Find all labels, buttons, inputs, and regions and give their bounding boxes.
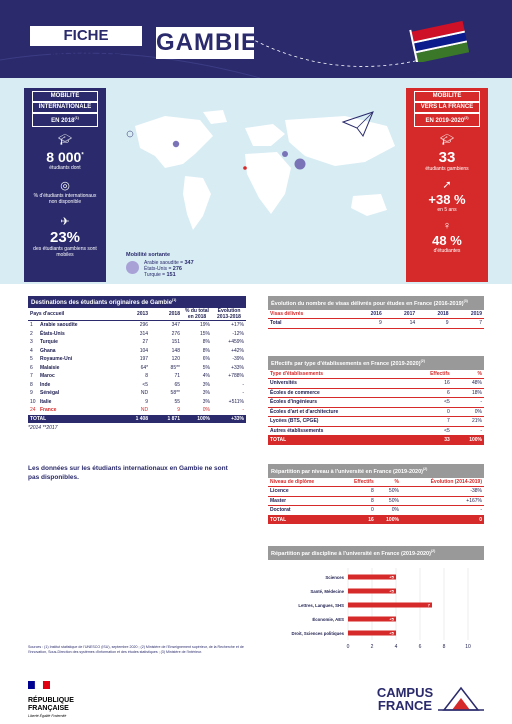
table-row: 5 Royaume-Uni 197 120 6% -39% [30, 356, 244, 362]
plane-icon: ✈︎ [60, 216, 70, 228]
table-row: TOTAL 16 100% 0 [270, 516, 482, 523]
international-pct-label: % d'étudiants internationaux non disponible [33, 193, 97, 205]
table-row: 8 Inde <5 65 3% - [30, 381, 244, 388]
visas-table: Visas délivrés 2016 2017 2018 2019 Total 9 14 9 7 [270, 310, 482, 327]
x-tick-label: 2 [370, 643, 374, 650]
women-pct-label: d'étudiantes [433, 248, 461, 254]
niveau-title: Répartition par niveau à l'université en France (2019-2020)$^{(2)}$ [268, 464, 484, 478]
effectifs-table: Type d'établissements Effectifs % Universités 16 48% Écoles de commerce 6 18% Écoles d'ingénieurs <5 - Écoles d'art et d'architecture 0 0% Lycées (BTS, CPGE) 7 21% Autres établissements <5 - TOTAL 33 100% [270, 370, 482, 444]
destinations-note: *2014 **2017 [28, 425, 58, 431]
mobile-pct-label: des étudiants gambiens sont mobiles [33, 246, 97, 258]
table-row: TOTAL 1 408 1 871 100% +33% [30, 415, 244, 422]
table-row: 9 Sénégal ND 58** 3% - [30, 390, 244, 396]
female-symbol-icon: ♀ [442, 220, 452, 232]
france-mobility-heading: MOBILITÉ VERS LA FRANCE EN 2019-2020$^{(2)}$ [406, 88, 488, 127]
table-row: 7 Maroc 8 71 4% +788% [30, 373, 244, 379]
niveau-table: Niveau de diplôme Effectifs % Évolution (2014-2019) Licence 8 50% -38% Master 8 50% +167% Doctorat 0 0% - TOTAL 16 100% 0 [270, 478, 482, 523]
destinations-title: Destinations des étudiants originaires de Gambie$^{(1)}$ [28, 296, 246, 308]
destinations-table: Pays d'accueil 2013 2018 % du total en 2018 Évolution 2013-2018 1 Arabie saoudite 296 347 19% +17% 2 États-Unis 314 276 15% -12% 3 Turquie 27 151 8% +459% 4 Ghana 104 148 8% +42% 5 Royaume-Uni 197 120 6% -39% 6 Malaisie 64* 85** 5% +33% 7 Maroc 8 71 4% +788% 8 Inde <5 65 3% - 9 Sénégal ND 58** 3% - 10 Italie 9 55 3% +511% 24 France ND 9 0% - TOTAL 1 408 1 871 100% +33% [30, 308, 244, 422]
france-students: 33 [438, 149, 456, 166]
page-title: FICHE MOBILITÉ [30, 26, 142, 46]
turkey-marker [282, 151, 288, 157]
disciplines-title: Répartition par discipline à l'université en France (2019-2020)$^{(2)}$ [268, 546, 484, 560]
growth-label: en 5 ans [437, 207, 457, 213]
table-row: Doctorat 0 0% - [270, 507, 482, 514]
legend-line: Turquie = 151 [144, 272, 176, 278]
effectifs-title: Effectifs par type d'établissements en France (2019-2020)$^{(2)}$ [268, 356, 484, 370]
x-tick-label: 4 [394, 643, 398, 650]
graduation-cap-icon: 🎓︎ [440, 134, 454, 146]
table-row: 24 France ND 9 0% - [30, 407, 244, 413]
disciplines-chart [268, 560, 484, 656]
table-row: Autres établissements <5 - [270, 427, 482, 434]
table-row: 4 Ghana 104 148 8% +42% [30, 347, 244, 354]
women-pct: 48 % [432, 233, 462, 248]
international-mobility-box [24, 88, 106, 282]
visas-title: Évolution du nombre de visas délivrés pour études en France (2016-2019)$^{(3)}$ [268, 296, 484, 310]
international-mobility-heading: MOBILITÉ INTERNATIONALE EN 2018$^{(1)}$ [24, 88, 106, 127]
bar-value-label: <5 [389, 574, 394, 580]
destinations-section [28, 296, 246, 431]
visas-section [268, 296, 484, 329]
bar-value-label: <5 [389, 616, 394, 622]
bar-value-label: <5 [389, 588, 394, 594]
table-row: Universités 16 48% [270, 380, 482, 387]
table-row: Total 9 14 9 7 [270, 320, 482, 327]
table-row: 10 Italie 9 55 3% +511% [30, 398, 244, 405]
table-row: 2 États-Unis 314 276 15% -12% [30, 330, 244, 337]
bar-value-label: 7 [427, 602, 430, 608]
outgoing-mobility-legend: Mobilité sortante Arabie saoudite = 347 États-Unis = 276 Turquie = 151 [126, 252, 194, 278]
legend-circle [126, 261, 139, 274]
x-tick-label: 8 [442, 643, 446, 650]
bar-value-label: <5 [389, 630, 394, 636]
globe-icon: ◎ [60, 180, 70, 192]
campus-france-logo: CAMPUS FRANCE [376, 686, 486, 712]
legend-line: États-Unis = 276 [144, 266, 182, 272]
legend-line: Arabie saoudite = 347 [144, 260, 194, 266]
disciplines-section [268, 546, 484, 656]
growth-value: +38 % [428, 192, 466, 207]
edition-date: Octobre 2020 [459, 70, 490, 76]
x-tick-label: 6 [418, 643, 422, 650]
niveau-section [268, 464, 484, 524]
total-students-label: étudiants dont [49, 165, 81, 171]
category-label: Droit, Sciences politiques [291, 630, 344, 636]
table-row: Lycées (BTS, CPGE) 7 21% [270, 418, 482, 425]
world-map [95, 106, 425, 236]
table-row: 3 Turquie 27 151 8% +459% [30, 339, 244, 345]
header-band [0, 0, 512, 78]
category-label: Santé, Médecine [310, 588, 344, 594]
table-row: TOTAL 33 100% [270, 437, 482, 444]
france-mobility-box [406, 88, 488, 282]
category-label: Sciences [325, 574, 344, 580]
table-row: Master 8 50% +167% [270, 497, 482, 504]
table-row: Écoles d'art et d'architecture 0 0% [270, 408, 482, 415]
table-row: 6 Malaisie 64* 85** 5% +33% [30, 364, 244, 371]
gambia-flag-icon [400, 18, 480, 62]
table-row: Écoles d'ingénieurs <5 - [270, 399, 482, 406]
sources-note: Sources : (1) Institut statistique de l'UNESCO (ISU), septembre 2020 ; (2) Ministère de l'Enseignement supérieur, de la Recherche et de l'Innovation, Sous-Direction des systèmes d'information et des études statistiques ; (3) Ministère de l'Intérieur. [28, 645, 244, 654]
category-label: Économie, AES [312, 616, 344, 622]
graduation-cap-icon: 🎓︎ [58, 134, 72, 146]
rocket-icon: ➚ [442, 179, 452, 191]
x-tick-label: 10 [465, 643, 471, 650]
effectifs-section [268, 356, 484, 445]
x-tick-label: 0 [346, 643, 350, 650]
table-row: 1 Arabie saoudite 296 347 19% +17% [30, 322, 244, 328]
campus-france-mark-icon [436, 684, 486, 712]
gambia-marker [243, 166, 247, 170]
country-title: GAMBIE [156, 27, 254, 59]
table-row: Écoles de commerce 6 18% [270, 389, 482, 396]
france-students-label: étudiants gambiens [425, 166, 469, 172]
bar [348, 602, 432, 607]
saudi-arabia-marker [295, 159, 306, 170]
usa-marker [173, 141, 179, 147]
republique-francaise-logo: RÉPUBLIQUE FRANÇAISE Liberté Égalité Fraternité [28, 676, 78, 718]
total-students: 8 000* [46, 149, 84, 165]
data-unavailable-remark: Les données sur les étudiants internationaux en Gambie ne sont pas disponibles. [28, 465, 228, 481]
marianne-flag-icon [28, 681, 50, 689]
table-row: Licence 8 50% -38% [270, 488, 482, 495]
mobile-pct: 23% [49, 229, 81, 246]
category-label: Lettres, Langues, SHS [298, 602, 344, 608]
compass-rose-icon [127, 131, 133, 137]
